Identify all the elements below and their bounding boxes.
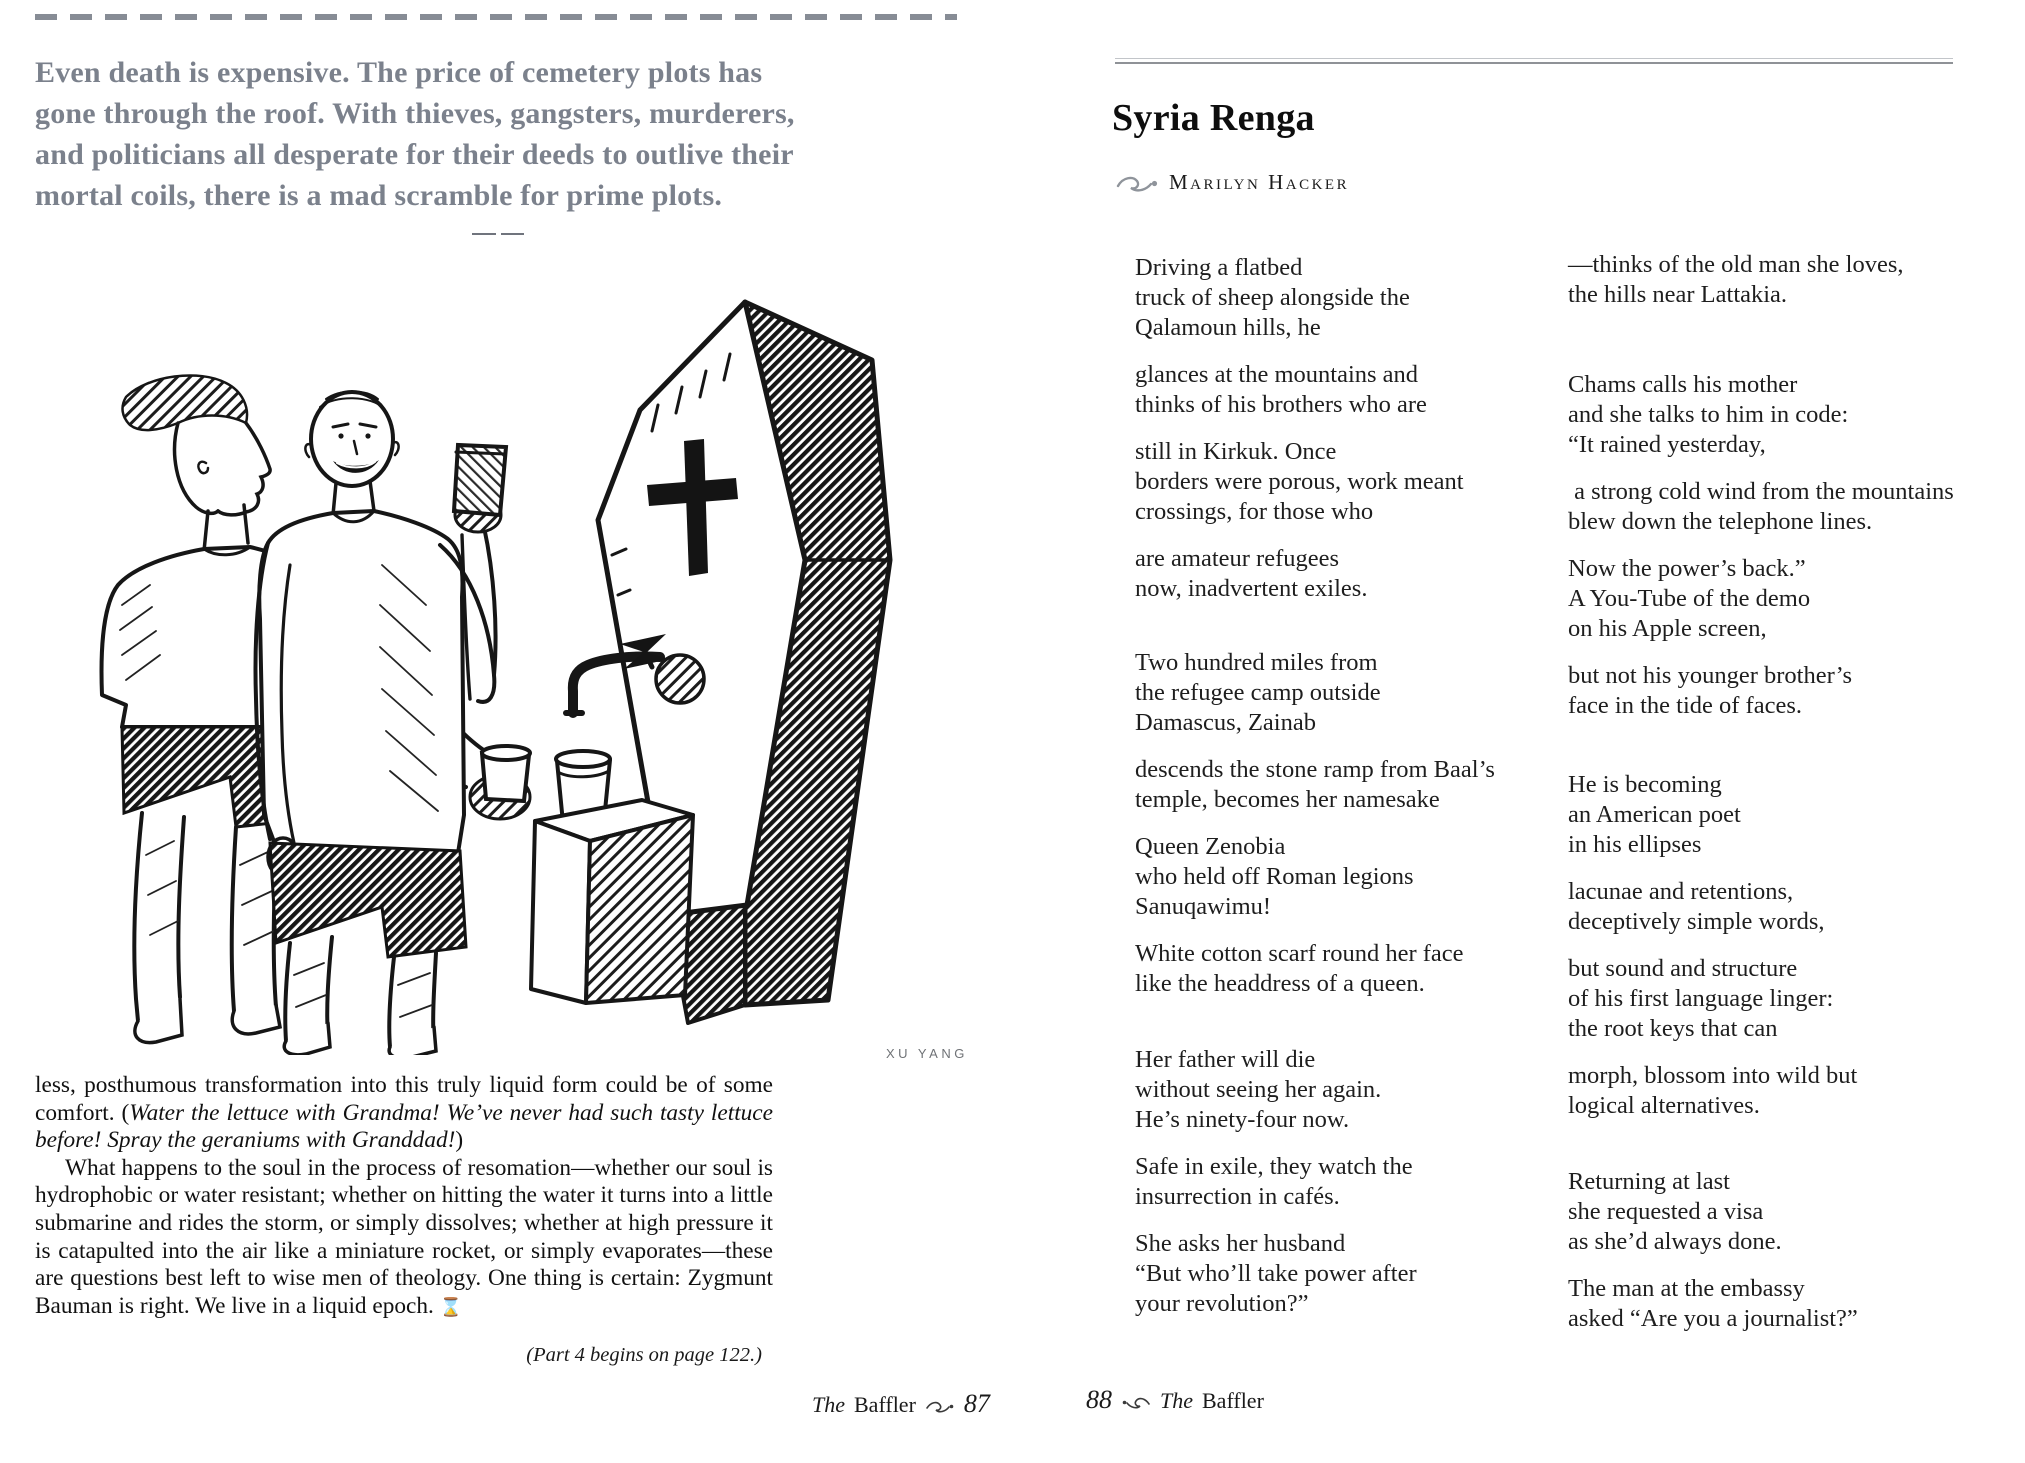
poem-line: Queen Zenobia [1135,833,1286,860]
poem-section [1135,253,1585,621]
poem-line: White cotton scarf round her face [1135,940,1464,967]
poem-stanza [1568,1274,2018,1334]
poem-line: still in Kirkuk. Once [1135,438,1337,465]
left-page-footer [812,1389,990,1419]
flourish-ornament-icon [1121,1394,1151,1410]
footer-magazine-name: Baffler [854,1392,916,1417]
body-text-run: less, posthumous transformation into this truly liquid form could be of some comfort. ( [35,1072,773,1126]
poem-section [1135,1045,1585,1336]
poem-stanza [1135,360,1585,420]
poem-stanza [1135,1152,1585,1212]
page-number: 87 [963,1389,990,1418]
poem-line: crossings, for those who [1135,498,1374,525]
poem-line: she requested a visa [1568,1198,1764,1225]
page-number: 88 [1086,1385,1112,1414]
poem-line: but not his younger brother’s [1568,662,1852,689]
poem-line: lacunae and retentions, [1568,878,1794,905]
poem-stanza [1568,661,2018,721]
poem-stanza [1568,477,2018,537]
body-paragraph [35,1155,773,1322]
right-page-footer [1086,1385,1264,1415]
poem-stanza [1135,437,1585,527]
poem-line: “It rained yesterday, [1568,431,1766,458]
poem-section [1568,770,2018,1138]
poem-stanza [1568,370,2018,460]
body-text-run: What happens to the soul in the process of resomation—whether our soul is hydrophobic or water resistant; whether on hitting the water it turns into a little submarine and rides the storm, or simply dissolves; whether at high pressure it is catapulted into the air like a miniature rocket, or simply evaporates—these are questions best left to wise men of theology. One thing is certain: Zygmunt Bauman is right. We live in a liquid epoch. [35,1154,773,1319]
poem-column-1 [1135,0,1585,1463]
poem-line: —thinks of the old man she loves, [1568,251,1904,278]
poem-line: insurrection in cafés. [1135,1183,1340,1210]
poem-stanza [1568,1061,2018,1121]
footer-magazine-the: The [812,1392,845,1417]
poem-line: face in the tide of faces. [1568,692,1802,719]
poem-line: deceptively simple words, [1568,908,1825,935]
pull-quote-line: and politicians all desperate for their deeds to outlive their [35,138,794,171]
poem-line: a strong cold wind from the mountains [1568,478,1954,505]
poem-title: Syria Renga [1112,97,1315,139]
poem-stanza [1135,544,1585,604]
author-name: Marilyn Hacker [1169,170,1350,194]
dash-ornament [472,233,524,235]
poem-stanza [1568,1167,2018,1257]
poem-line: Chams calls his mother [1568,371,1798,398]
poem-line: Driving a flatbed [1135,254,1303,281]
poem-line: Sanuqawimu! [1135,893,1272,920]
pull-quote-line: Even death is expensive. The price of cemetery plots has [35,56,763,89]
dashed-divider-rule [35,14,957,20]
poem-line: Qalamoun hills, he [1135,314,1321,341]
poem-line: and she talks to him in code: [1568,401,1849,428]
pedestal [531,800,693,1003]
poem-line: blew down the telephone lines. [1568,508,1873,535]
poem-line: Damascus, Zainab [1135,709,1316,736]
poem-line: the root keys that can [1568,1015,1778,1042]
poem-line: thinks of his brothers who are [1135,391,1427,418]
poem-stanza [1135,648,1585,738]
poem-line: The man at the embassy [1568,1275,1805,1302]
poem-line: of his first language linger: [1568,985,1834,1012]
footer-magazine-the: The [1160,1388,1193,1413]
poem-stanza [1135,253,1585,343]
pull-quote-line: mortal coils, there is a mad scramble for prime plots. [35,179,723,212]
poem-line: Now the power’s back.” [1568,555,1806,582]
poem-line: the refugee camp outside [1135,679,1381,706]
poem-stanza [1135,1045,1585,1135]
man-right-figure [256,392,507,1056]
poem-line: an American poet [1568,801,1741,828]
coffin [531,302,890,1023]
poem-line: in his ellipses [1568,831,1702,858]
poem-stanza [1568,954,2018,1044]
poem-line: the hills near Lattakia. [1568,281,1788,308]
poem-stanza [1135,755,1585,815]
illustration-credit: XU YANG [886,1046,968,1061]
poem-stanza [1568,554,2018,644]
poem-column-2 [1568,0,2018,1463]
poem-line: A You-Tube of the demo [1568,585,1811,612]
poem-line: Returning at last [1568,1168,1730,1195]
hourglass-end-mark-icon: ⌛ [439,1296,463,1318]
poem-line: who held off Roman legions [1135,863,1414,890]
body-text-run: ) [455,1127,464,1154]
body-paragraph [35,1072,773,1155]
poem-stanza [1135,832,1585,922]
pull-quote [35,52,875,216]
poem-line: without seeing her again. [1135,1076,1382,1103]
poem-line: Safe in exile, they watch the [1135,1153,1413,1180]
poem-line: Two hundred miles from [1135,649,1378,676]
poem-line: temple, becomes her namesake [1135,786,1440,813]
poem-line: glances at the mountains and [1135,361,1419,388]
poem-stanza [1568,877,2018,937]
poem-line: on his Apple screen, [1568,615,1767,642]
part-continuation-note: (Part 4 begins on page 122.) [526,1344,762,1366]
body-text-italic-run: Water the lettuce with Grandma! We’ve never had such tasty lettuce before! Spray the geraniums with Granddad! [35,1099,773,1154]
poem-line: now, inadvertent exiles. [1135,575,1368,602]
poem-section [1568,1167,2018,1351]
poem-line: are amateur refugees [1135,545,1340,572]
poem-line: “But who’ll take power after [1135,1260,1417,1287]
poem-stanza [1135,939,1585,999]
poem-line: truck of sheep alongside the [1135,284,1410,311]
poem-line: your revolution?” [1135,1290,1309,1317]
poem-line: borders were porous, work meant [1135,468,1464,495]
poem-stanza [1568,250,2018,310]
poem-line: descends the stone ramp from Baal’s [1135,756,1495,783]
poem-line: Her father will die [1135,1046,1316,1073]
poem-line: but sound and structure [1568,955,1798,982]
poem-line: like the headdress of a queen. [1135,970,1425,997]
poem-section [1568,250,2018,327]
footer-magazine-name: Baffler [1202,1388,1264,1413]
poem-line: She asks her husband [1135,1230,1346,1257]
poem-line: He’s ninety-four now. [1135,1106,1350,1133]
poem-line: morph, blossom into wild but [1568,1062,1858,1089]
poem-line: He is becoming [1568,771,1722,798]
poem-stanza [1568,770,2018,860]
poem-stanza [1135,1229,1585,1319]
pull-quote-line: gone through the roof. With thieves, gangsters, murderers, [35,97,795,130]
poem-section [1135,648,1585,1016]
poem-line: as she’d always done. [1568,1228,1782,1255]
poem-line: logical alternatives. [1568,1092,1760,1119]
poem-line: asked “Are you a journalist?” [1568,1305,1858,1332]
coffin-tap-illustration [30,255,970,1055]
flourish-ornament-icon [925,1398,955,1414]
poem-section [1568,370,2018,738]
article-body [35,1072,773,1321]
